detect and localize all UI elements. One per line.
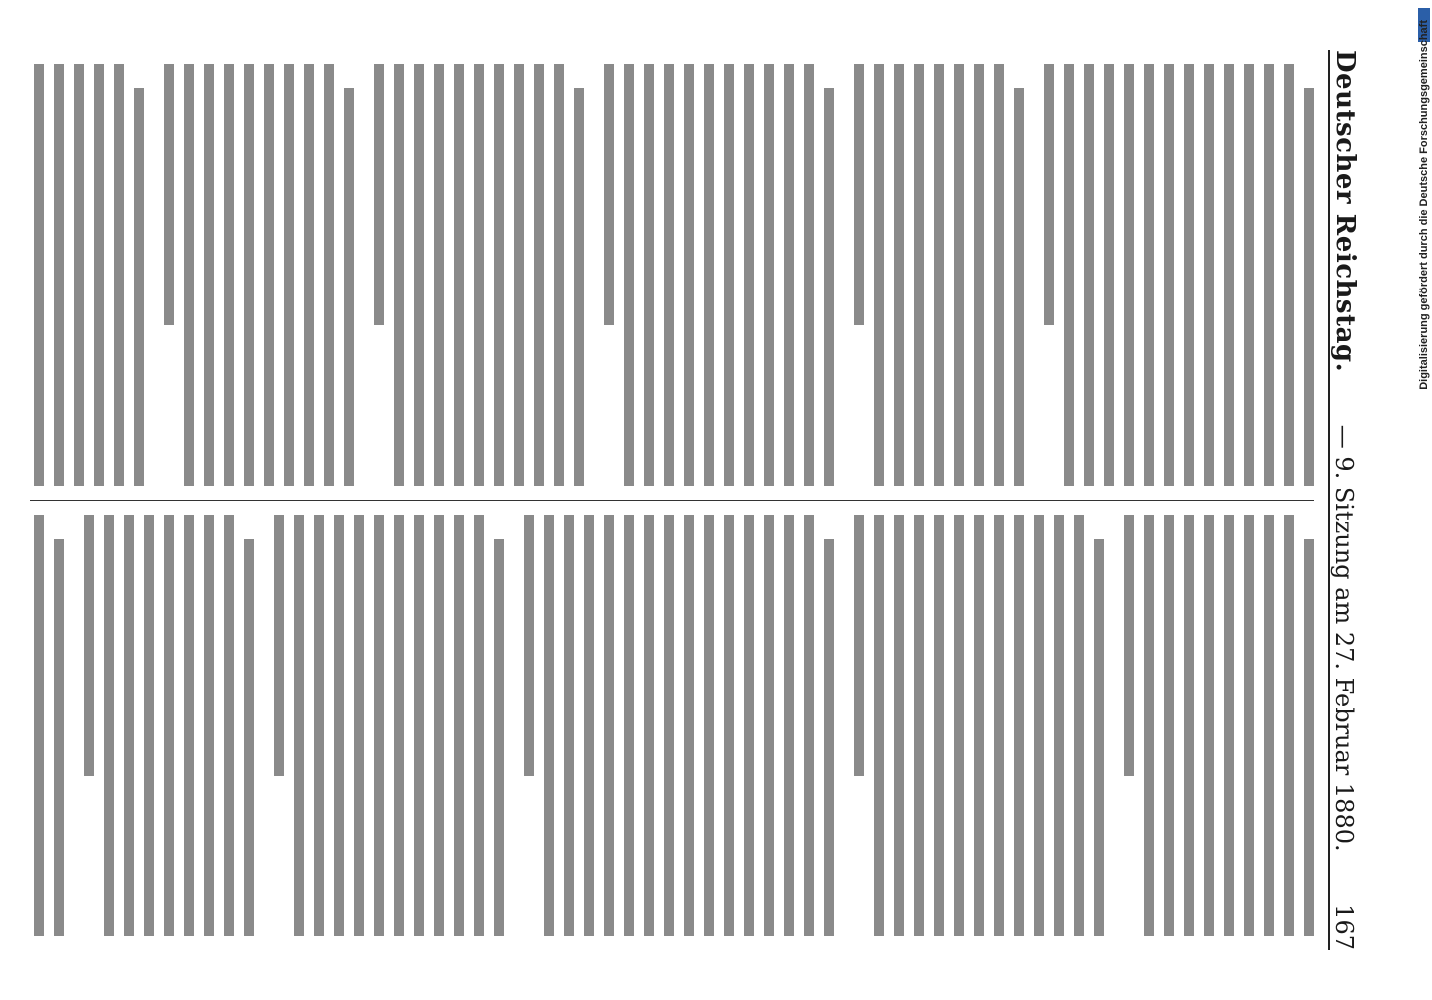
text-line (280, 64, 294, 486)
left-column (30, 50, 1314, 500)
text-line (160, 515, 174, 937)
text-line (270, 515, 284, 776)
text-line (50, 64, 64, 486)
text-line (330, 515, 344, 937)
text-line (520, 515, 534, 776)
text-line (90, 64, 104, 486)
text-line (820, 539, 834, 937)
document-page (30, 50, 1370, 950)
text-line (930, 64, 944, 486)
text-line (390, 64, 404, 486)
right-column (30, 500, 1314, 951)
text-line (700, 64, 714, 486)
page-number: 167 (1330, 904, 1358, 950)
text-line (390, 515, 404, 937)
text-line (1280, 515, 1294, 937)
text-line (370, 64, 384, 325)
text-line (640, 64, 654, 486)
text-line (220, 515, 234, 937)
text-line (910, 515, 924, 937)
text-line (1080, 64, 1094, 486)
text-line (700, 515, 714, 937)
text-line (910, 64, 924, 486)
text-line (430, 515, 444, 937)
text-line (850, 64, 864, 325)
text-paragraph (1120, 515, 1314, 937)
text-line (870, 515, 884, 937)
text-line (540, 515, 554, 937)
text-line (470, 515, 484, 937)
text-line (100, 515, 114, 937)
text-line (970, 515, 984, 937)
text-line (990, 515, 1004, 937)
text-line (1180, 515, 1194, 937)
text-line (370, 515, 384, 937)
text-line (560, 515, 574, 937)
text-line (50, 539, 64, 937)
text-paragraph (270, 515, 504, 937)
text-line (1100, 64, 1114, 486)
header-session: — 9. Sitzung am 27. Februar 1880. (1330, 424, 1358, 852)
text-line (140, 515, 154, 937)
text-line (820, 88, 834, 486)
text-line (1280, 64, 1294, 486)
text-line (410, 515, 424, 937)
text-line (850, 515, 864, 776)
text-line (1120, 64, 1134, 486)
text-line (740, 64, 754, 486)
text-paragraph (370, 64, 584, 486)
text-line (1200, 515, 1214, 937)
text-line (1030, 515, 1044, 937)
text-line (720, 64, 734, 486)
text-line (740, 515, 754, 937)
text-line (320, 64, 334, 486)
text-line (470, 64, 484, 486)
text-line (1140, 515, 1154, 937)
text-line (1010, 515, 1024, 937)
text-line (410, 64, 424, 486)
text-line (350, 515, 364, 937)
text-line (200, 515, 214, 937)
text-line (990, 64, 1004, 486)
text-line (550, 64, 564, 486)
text-line (870, 64, 884, 486)
text-line (340, 88, 354, 486)
text-line (640, 515, 654, 937)
text-paragraph (520, 515, 834, 937)
header-title: Deutscher Reichstag. (1330, 50, 1360, 373)
text-line (290, 515, 304, 937)
text-line (890, 515, 904, 937)
text-line (130, 88, 144, 486)
text-line (1050, 515, 1064, 937)
text-line (660, 515, 674, 937)
text-line (160, 64, 174, 325)
text-line (600, 515, 614, 937)
text-line (580, 515, 594, 937)
text-line (1220, 515, 1234, 937)
text-line (510, 64, 524, 486)
text-line (1090, 539, 1104, 937)
text-line (300, 64, 314, 486)
text-line (800, 64, 814, 486)
text-line (760, 64, 774, 486)
text-line (110, 64, 124, 486)
text-line (80, 515, 94, 776)
text-line (970, 64, 984, 486)
text-line (240, 64, 254, 486)
text-paragraph (600, 64, 834, 486)
running-header (1328, 50, 1370, 950)
text-line (260, 64, 274, 486)
text-line (120, 515, 134, 937)
text-line (530, 64, 544, 486)
text-line (1260, 515, 1274, 937)
text-line (800, 515, 814, 937)
text-line (1260, 64, 1274, 486)
text-line (1060, 64, 1074, 486)
text-line (70, 64, 84, 486)
text-line (1240, 64, 1254, 486)
text-line (1010, 88, 1024, 486)
text-line (1200, 64, 1214, 486)
text-line (1240, 515, 1254, 937)
text-paragraph (160, 64, 354, 486)
text-line (450, 515, 464, 937)
text-line (180, 64, 194, 486)
text-line (200, 64, 214, 486)
text-line (220, 64, 234, 486)
text-line (490, 539, 504, 937)
text-paragraph (1040, 64, 1314, 486)
text-line (1160, 64, 1174, 486)
text-line (490, 64, 504, 486)
text-line (30, 64, 44, 486)
text-line (180, 515, 194, 937)
text-line (760, 515, 774, 937)
text-line (600, 64, 614, 325)
text-columns (30, 50, 1314, 950)
text-line (1160, 515, 1174, 937)
text-line (1300, 88, 1314, 486)
text-line (930, 515, 944, 937)
digitization-credit: Digitalisierung gefördert durch die Deutsche Forschungsgemeinschaft (1418, 20, 1430, 390)
text-line (620, 515, 634, 937)
text-line (680, 515, 694, 937)
text-line (890, 64, 904, 486)
text-line (450, 64, 464, 486)
text-paragraph (850, 515, 1104, 937)
text-paragraph (850, 64, 1024, 486)
text-line (1040, 64, 1054, 325)
text-line (1180, 64, 1194, 486)
text-paragraph (30, 515, 64, 937)
text-line (1220, 64, 1234, 486)
text-line (310, 515, 324, 937)
text-line (950, 515, 964, 937)
text-line (1070, 515, 1084, 937)
text-line (780, 515, 794, 937)
text-line (660, 64, 674, 486)
text-line (1300, 539, 1314, 937)
text-line (430, 64, 444, 486)
text-line (780, 64, 794, 486)
text-line (240, 539, 254, 937)
text-line (30, 515, 44, 937)
text-line (680, 64, 694, 486)
text-line (720, 515, 734, 937)
text-line (1140, 64, 1154, 486)
text-line (620, 64, 634, 486)
text-paragraph (30, 64, 144, 486)
text-line (950, 64, 964, 486)
text-line (570, 88, 584, 486)
text-paragraph (80, 515, 254, 937)
text-line (1120, 515, 1134, 776)
